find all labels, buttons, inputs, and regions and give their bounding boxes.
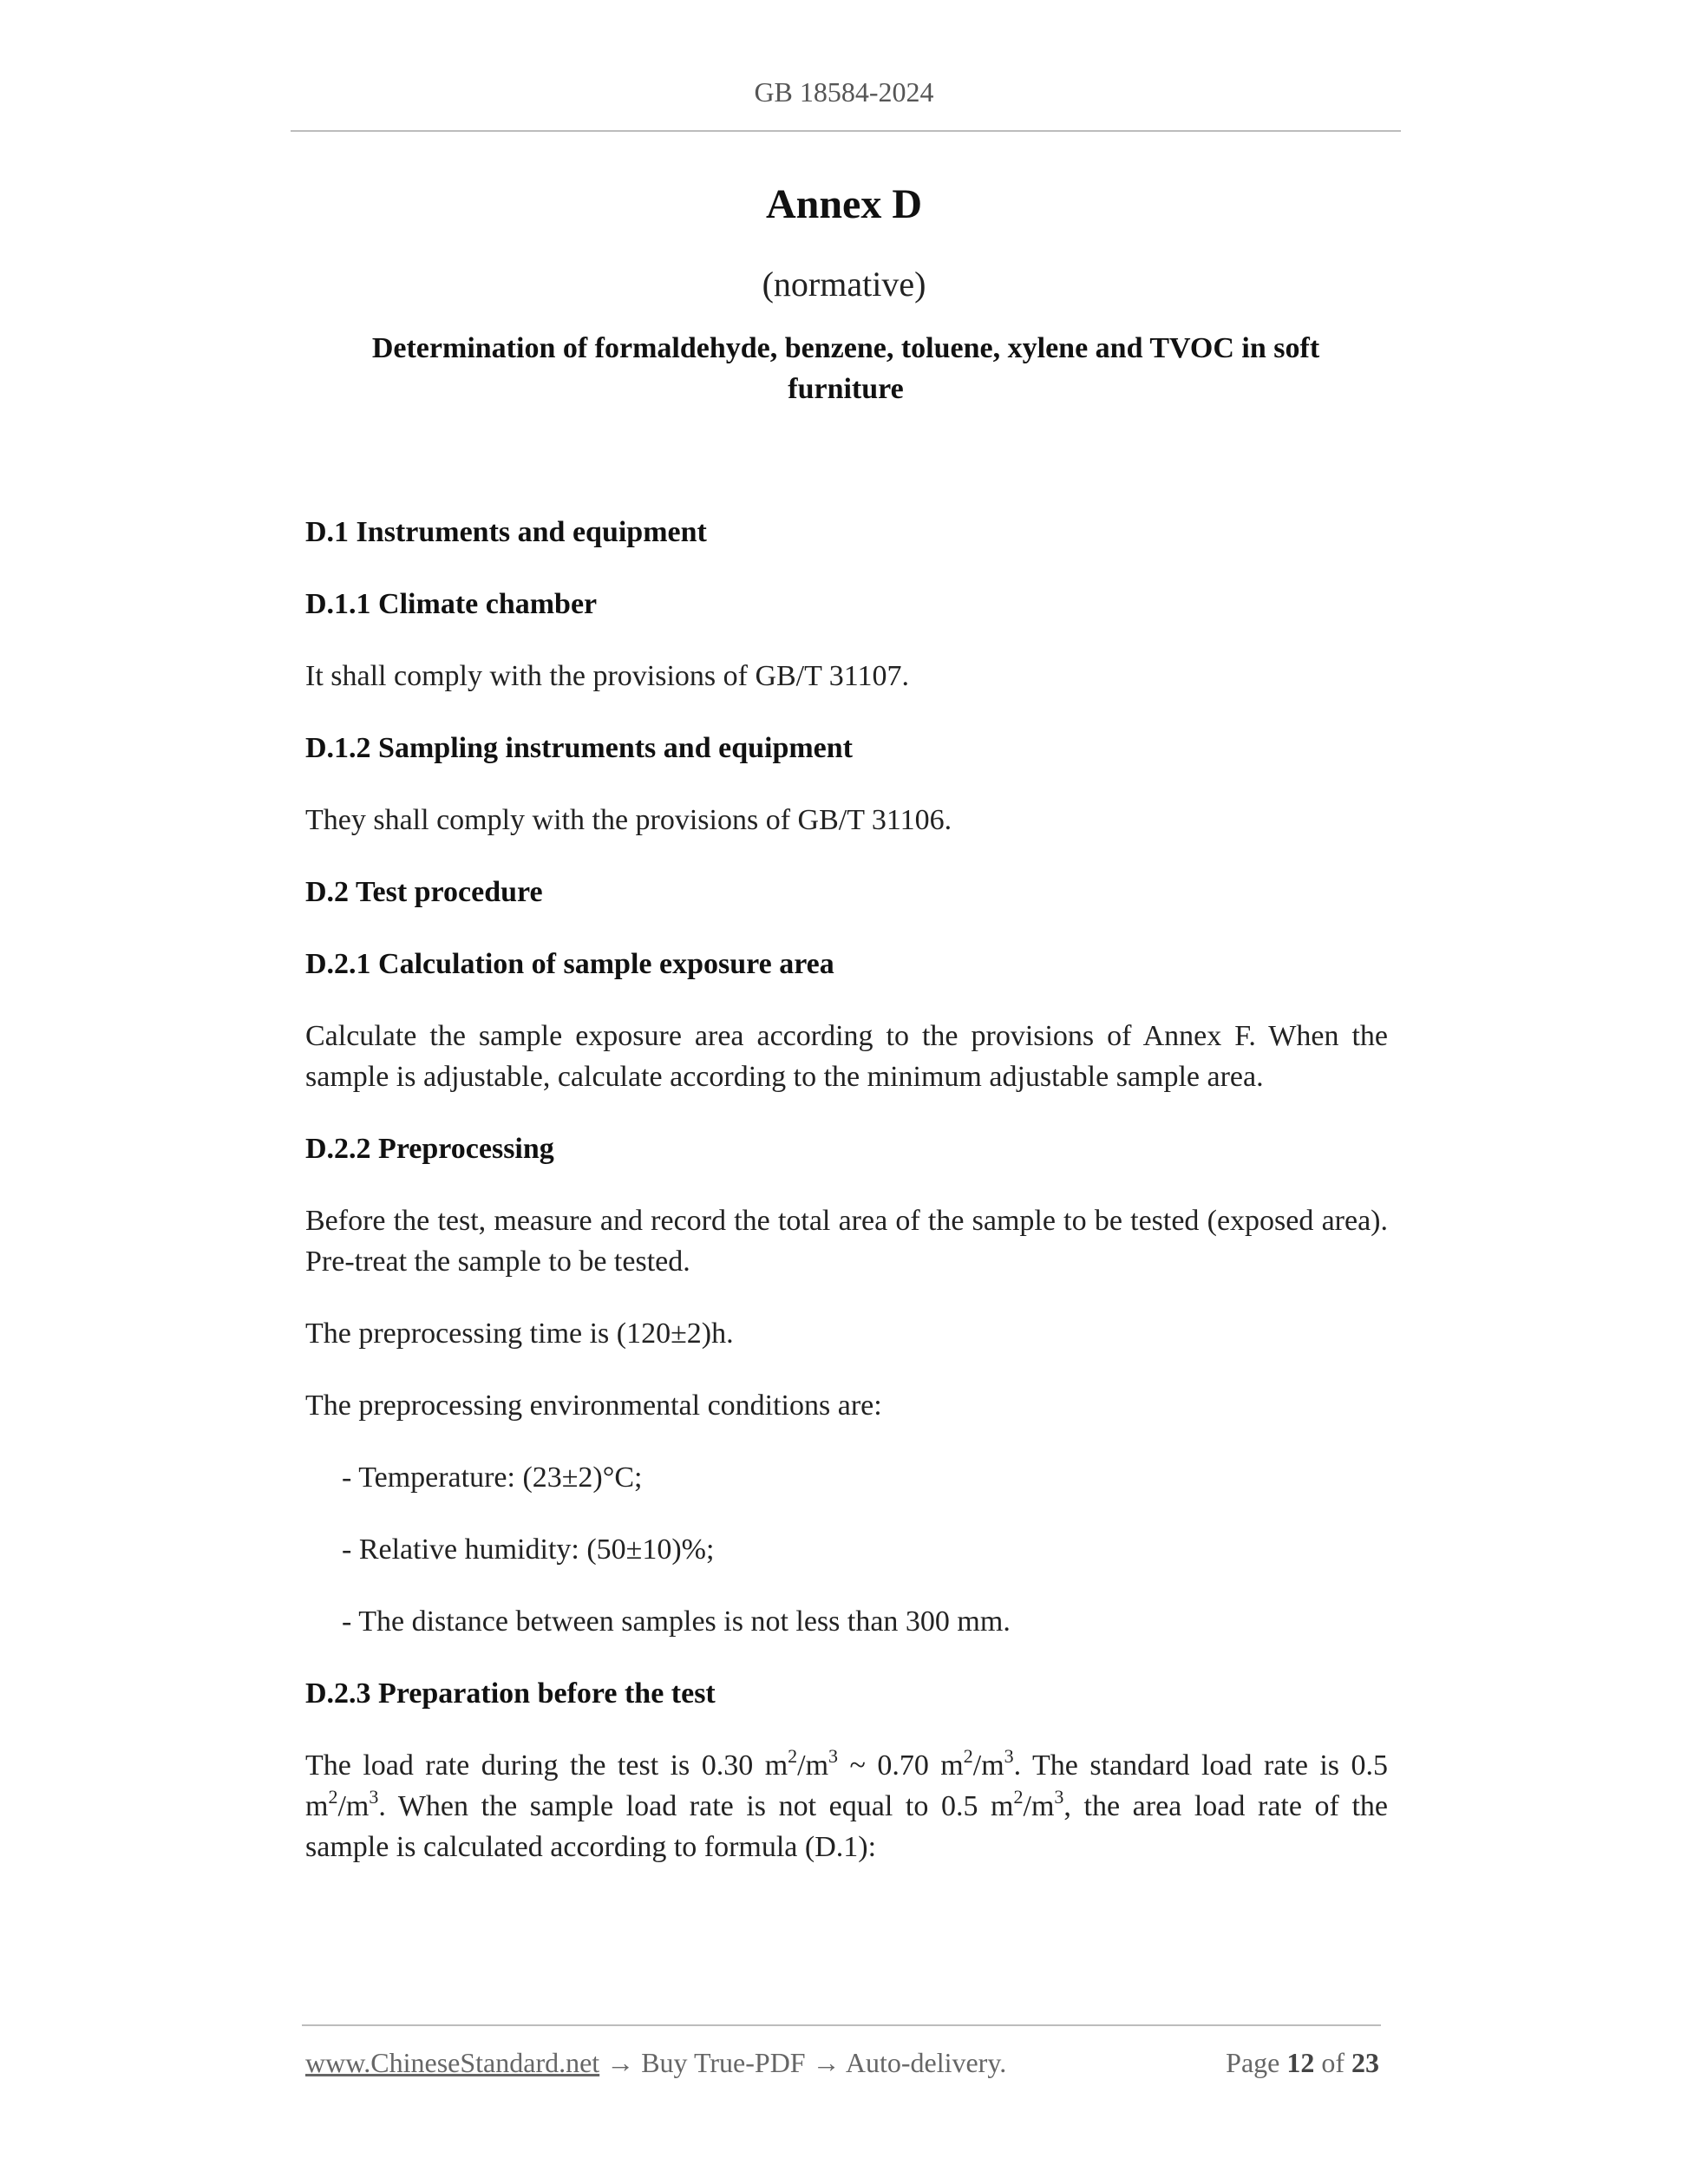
section-heading-d2: D.2 Test procedure xyxy=(305,876,543,908)
unit-slash-m: /m xyxy=(1023,1790,1055,1822)
annex-subject: Determination of formaldehyde, benzene, toluene, xylene and TVOC in soft furniture xyxy=(371,332,1320,405)
unit-slash-m: /m xyxy=(797,1749,829,1782)
section-heading-d1-1: D.1.1 Climate chamber xyxy=(305,588,598,620)
footer-divider xyxy=(302,2024,1381,2026)
superscript-2: 2 xyxy=(328,1786,338,1808)
page-indicator xyxy=(1226,2047,1379,2079)
superscript-2: 2 xyxy=(1013,1786,1024,1808)
section-heading-d2-3: D.2.3 Preparation before the test xyxy=(305,1677,716,1710)
paragraph-d1-2: They shall comply with the provisions of GB/T 31106. xyxy=(305,804,952,836)
load-rate-text-4: . When the sample load rate is not equal to 0.5 m xyxy=(378,1790,1014,1822)
document-body xyxy=(305,512,1388,1899)
paragraph-d1-1: It shall comply with the provisions of GB/T 31107. xyxy=(305,660,910,692)
load-rate-text-1: The load rate during the test is 0.30 m xyxy=(305,1749,788,1782)
superscript-2: 2 xyxy=(963,1745,973,1767)
section-heading-d1-2: D.1.2 Sampling instruments and equipment xyxy=(305,732,854,764)
paragraph-d2-2-pretreat: Before the test, measure and record the total area of the sample to be tested (exposed area). Pre-treat the sample to be tested. xyxy=(305,1205,1388,1278)
footer-promo xyxy=(305,2047,1006,2079)
paragraph-d2-3-load-rate xyxy=(305,1745,1388,1867)
superscript-3: 3 xyxy=(828,1745,839,1767)
section-heading-d1: D.1 Instruments and equipment xyxy=(305,516,707,548)
auto-delivery-text: Auto-delivery. xyxy=(845,2047,1007,2078)
annex-type: (normative) xyxy=(762,265,926,304)
load-rate-text-2: ~ 0.70 m xyxy=(838,1749,964,1782)
paragraph-d2-2-conditions: The preprocessing environmental conditions are: xyxy=(305,1390,882,1422)
paragraph-d2-2-time: The preprocessing time is (120±2)h. xyxy=(305,1318,734,1350)
superscript-3: 3 xyxy=(1054,1786,1064,1808)
annex-title: Annex D xyxy=(765,181,923,227)
header-divider xyxy=(291,130,1401,132)
of-label: of xyxy=(1321,2047,1345,2078)
condition-humidity: - Relative humidity: (50±10)%; xyxy=(342,1533,715,1566)
condition-sample-distance: - The distance between samples is not less than 300 mm. xyxy=(342,1605,1011,1638)
arrow-right-icon: → xyxy=(606,2047,635,2078)
superscript-2: 2 xyxy=(788,1745,798,1767)
paragraph-d2-1: Calculate the sample exposure area according to the provisions of Annex F. When the sample is adjustable, calculate according to the minimum adjustable sample area. xyxy=(305,1020,1388,1093)
superscript-3: 3 xyxy=(369,1786,379,1808)
page-footer xyxy=(305,2047,1379,2079)
condition-temperature: - Temperature: (23±2)°C; xyxy=(342,1461,643,1494)
unit-slash-m: /m xyxy=(972,1749,1004,1782)
load-rate-text-5: , the area load rate of the sample is calculated according to formula (D.1): xyxy=(305,1790,1389,1863)
unit-slash-m: /m xyxy=(337,1790,370,1822)
section-heading-d2-1: D.2.1 Calculation of sample exposure area xyxy=(305,948,834,980)
page-number: 12 xyxy=(1286,2047,1315,2078)
page-total: 23 xyxy=(1351,2047,1379,2078)
section-heading-d2-2: D.2.2 Preprocessing xyxy=(305,1133,554,1165)
document-code-header: GB 18584-2024 xyxy=(754,76,934,108)
page-label: Page xyxy=(1226,2047,1280,2078)
arrow-right-icon: → xyxy=(812,2047,841,2078)
chinesestandard-link[interactable]: www.ChineseStandard.net xyxy=(305,2047,600,2078)
load-rate-text-3: . The standard load rate is 0.5 m xyxy=(305,1749,1388,1822)
buy-true-pdf-text: Buy True-PDF xyxy=(641,2047,806,2078)
superscript-3: 3 xyxy=(1004,1745,1014,1767)
